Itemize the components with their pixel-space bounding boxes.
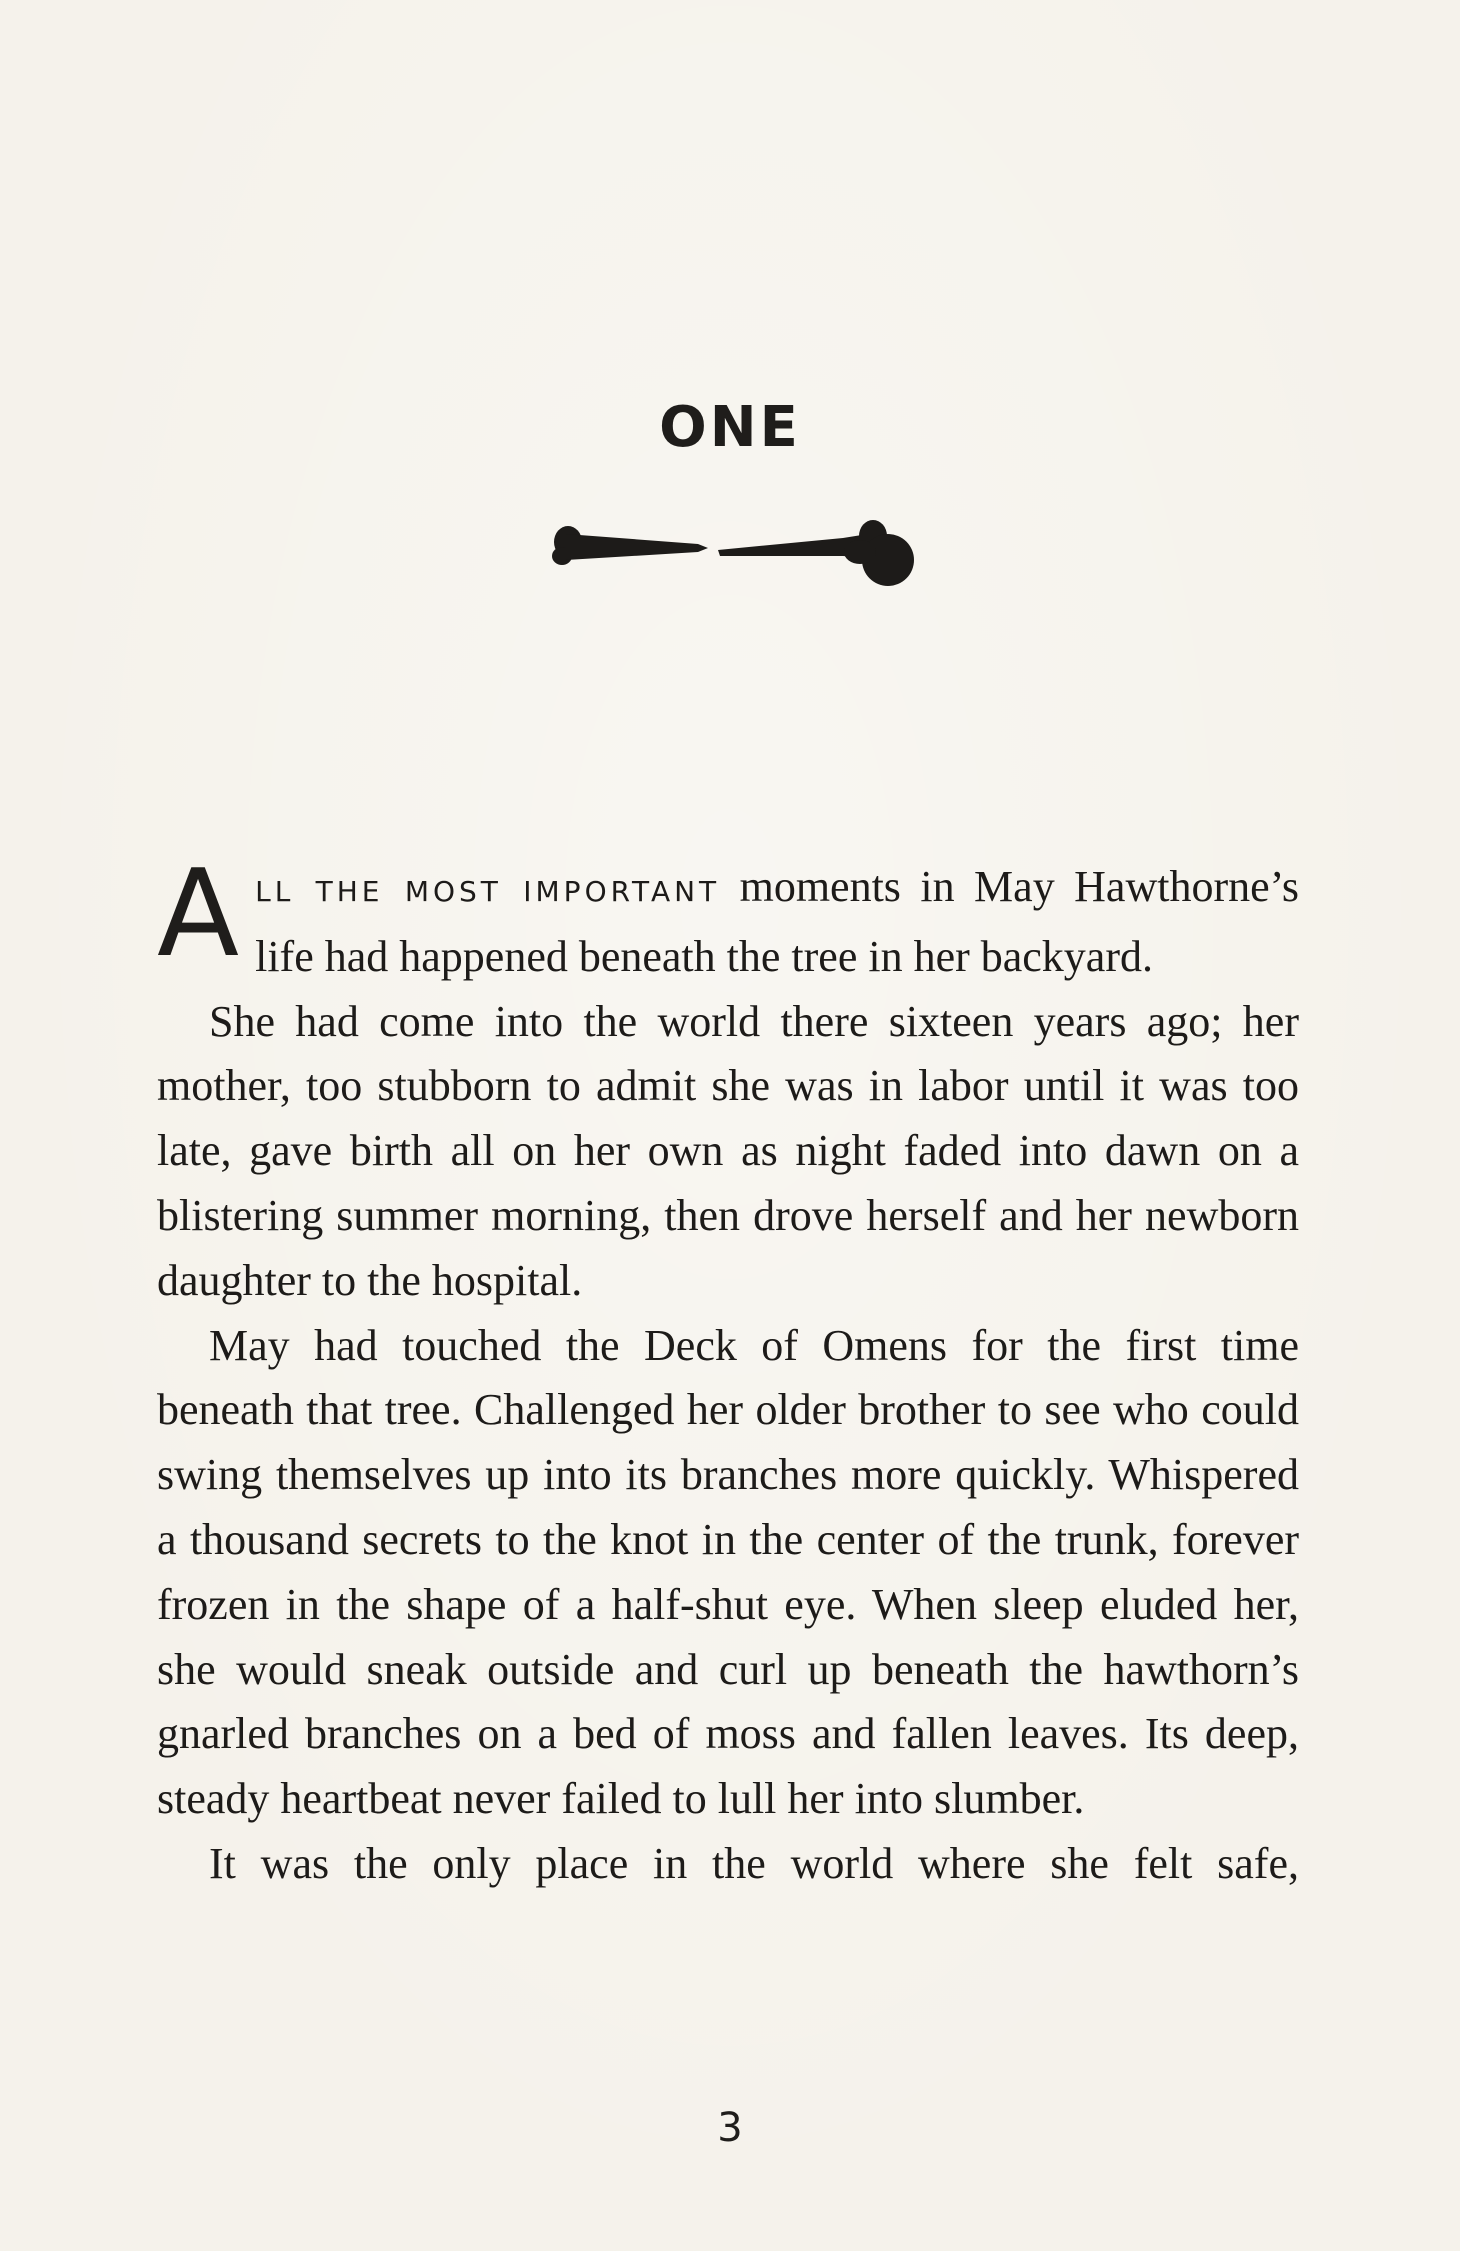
chapter-body [157, 845, 1299, 1897]
paragraph-text: It was the only place in the world where she felt safe, [209, 1838, 1299, 1888]
paragraph [157, 1314, 1299, 1832]
paragraph-text: May had touched the Deck of Omens for the first time beneath that tree. Challenged her older brother to see who could swing themselves up into its branches more quickly. Whispered a thousand secrets to the knot in the center of the trunk, forever frozen in the shape of a half-shut eye. When sleep eluded her, she would sneak outside and curl up beneath the hawthorn’s gnarled branches on a bed of moss and fallen leaves. Its deep, steady heartbeat never failed to lull her into slumber. [157, 1320, 1299, 1824]
small-caps-lead: LL THE MOST IMPORTANT [255, 875, 721, 908]
chapter-title: ONE [659, 395, 801, 460]
paragraph [157, 845, 1299, 990]
page-number: 3 [717, 2105, 743, 2151]
paragraph [157, 990, 1299, 1314]
paragraph-text: moments in May Hawthorne’s life had happened beneath the tree in her backyard. [255, 862, 1299, 981]
drop-cap: A [157, 845, 240, 984]
bone-icon [548, 508, 918, 588]
paragraph [157, 1832, 1299, 1897]
paragraph-text: She had come into the world there sixteen years ago; her mother, too stubborn to admit she was in labor until it was too late, gave birth all on her own as night faded into dawn on a blistering summer morning, then drove herself and her newborn daughter to the hospital. [157, 996, 1299, 1305]
